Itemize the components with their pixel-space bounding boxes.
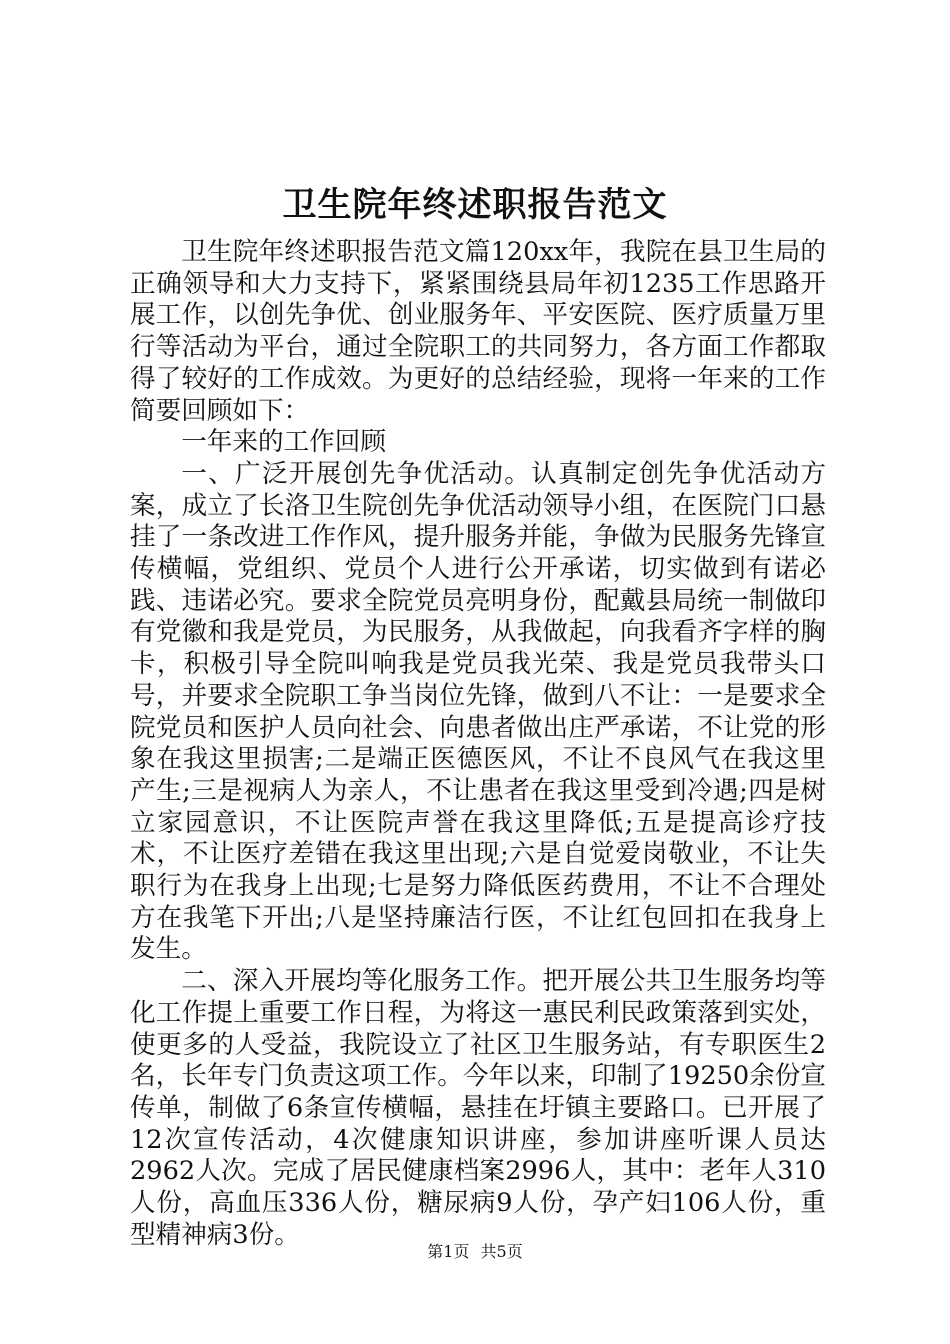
page-total: 共5页: [480, 1242, 523, 1261]
section-heading: 一年来的工作回顾: [181, 427, 386, 458]
page-number: 第1页: [427, 1242, 470, 1261]
document-title: 卫生院年终述职报告范文: [282, 185, 668, 225]
document-body: [130, 237, 826, 1252]
section-two-paragraph: 二、深入开展均等化服务工作。把开展公共卫生服务均等化工作提上重要工作日程，为将这一惠民利民政策落到实处，使更多的人受益，我院设立了社区卫生服务站，有专职医生2名，长年专门负责这项工作。今年以来，印制了19250余份宣传单，制做了6条宣传横幅，悬挂在圩镇主要路口。已开展了12次宣传活动，4次健康知识讲座，参加讲座听课人员达2962人次。完成了居民健康档案2996人，其中：老年人310人份，高血压336人份，糖尿病9人份，孕产妇106人份，重型精神病3份。: [130, 966, 826, 1250]
section-one-paragraph: 一、广泛开展创先争优活动。认真制定创先争优活动方案，成立了长洛卫生院创先争优活动领导小组，在医院门口悬挂了一条改进工作作风，提升服务并能，争做为民服务先锋宣传横幅，党组织、党员个人进行公开承诺，切实做到有诺必践、违诺必究。要求全院党员亮明身份，配戴县局统一制做印有党徽和我是党员，为民服务，从我做起，向我看齐字样的胸卡，积极引导全院叫响我是党员我光荣、我是党员我带头口号，并要求全院职工争当岗位先锋，做到八不让：一是要求全院党员和医护人员向社会、向患者做出庄严承诺，不让党的形象在我这里损害;二是端正医德医风，不让不良风气在我这里产生;三是视病人为亲人，不让患者在我这里受到冷遇;四是树立家园意识，不让医院声誉在我这里降低;五是提高诊疗技术，不让医疗差错在我这里出现;六是自觉爱岗敬业，不让失职行为在我身上出现;七是努力降低医药费用，不让不合理处方在我笔下开出;八是坚持廉洁行医，不让红包回扣在我身上发生。: [130, 458, 826, 965]
intro-paragraph: 卫生院年终述职报告范文篇120xx年，我院在县卫生局的正确领导和大力支持下，紧紧围绕县局年初1235工作思路开展工作，以创先争优、创业服务年、平安医院、医疗质量万里行等活动为平台，通过全院职工的共同努力，各方面工作都取得了较好的工作成效。为更好的总结经验，现将一年来的工作简要回顾如下：: [130, 237, 826, 426]
page-footer: [0, 1240, 950, 1264]
